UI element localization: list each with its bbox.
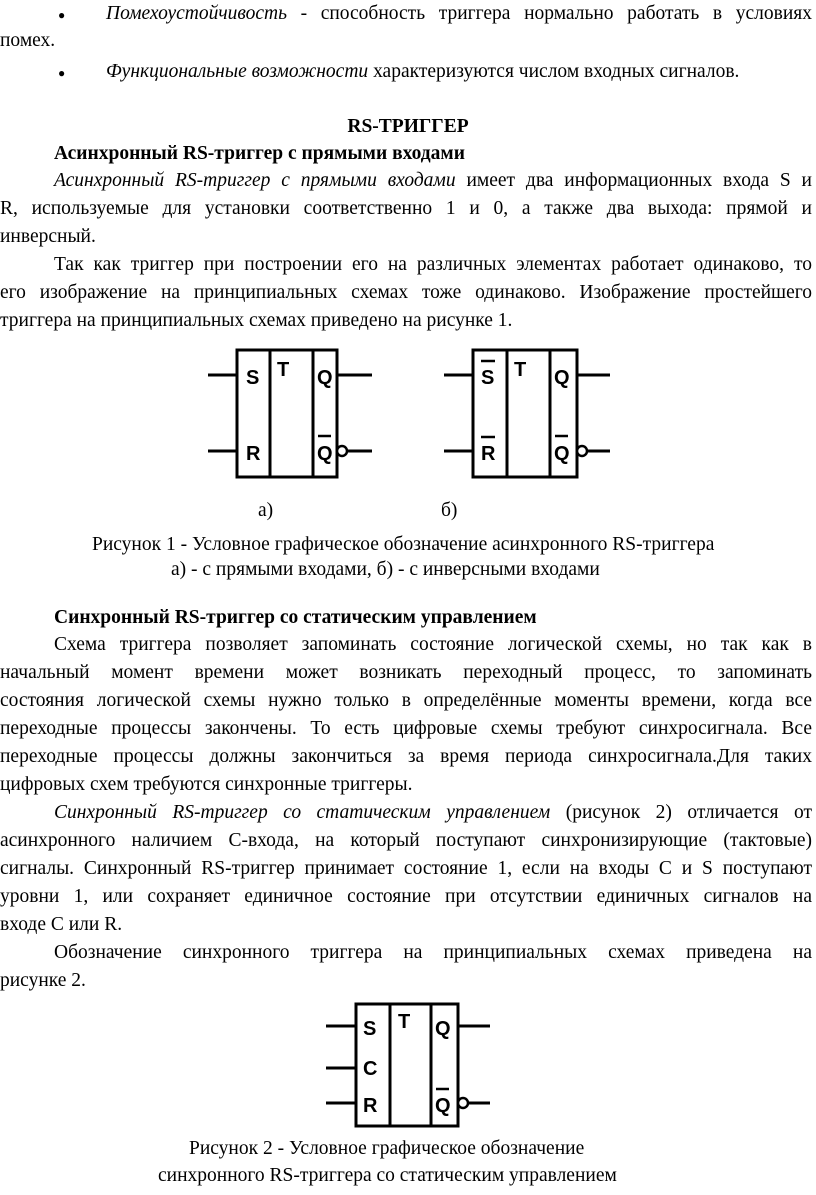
- fig1-caption-line1: Рисунок 1 - Условное графическое обозначение асинхронного RS-триггера: [92, 534, 715, 555]
- fig1a-box-label: T: [277, 359, 290, 381]
- async-p1-l1-text: имеет два информационных входа S и: [455, 170, 812, 191]
- fig1b-output-qbar: Q: [554, 443, 570, 465]
- sync-p1-line2: начальный момент времени может возникать переходный процесс, то запоминать: [0, 662, 812, 683]
- bullet-1-line: [0, 0, 812, 27]
- bullet-2-line: [106, 58, 816, 85]
- bullet-2-text: характеризуются числом входных сигналов.: [368, 61, 740, 82]
- fig1-caption-line2: а) - с прямыми входами, б) - с инверсными входами: [171, 559, 600, 580]
- async-heading: Асинхронный RS-триггер с прямыми входами: [54, 143, 465, 164]
- fig2-input-s: S: [363, 1018, 377, 1040]
- fig1-label-b: б): [441, 500, 458, 521]
- sync-p2-line4: уровни 1, или сохраняет единичное состояние при отсутствии единичных сигналов на: [0, 886, 812, 907]
- fig1a-output-q: Q: [317, 367, 333, 389]
- fig1b-input-sbar: S: [481, 367, 495, 389]
- sync-p2-line2: асинхронного наличием С-входа, на который поступают синхронизирующие (тактовые): [0, 830, 812, 851]
- sync-p2-line3: сигналы. Синхронный RS-триггер принимает состояние 1, если на входы С и S поступают: [0, 858, 812, 879]
- section-title: RS-ТРИГГЕР: [347, 116, 469, 137]
- fig2-input-c: C: [363, 1058, 378, 1080]
- term-noise-immunity: Помехоустойчивость: [106, 3, 287, 24]
- bullet-marker: ●: [58, 66, 66, 80]
- async-p2-line3: триггера на принципиальных схемах приведено на рисунке 1.: [0, 310, 513, 331]
- fig1a-output-qbar: Q: [317, 443, 333, 465]
- sync-p3-line2: рисунке 2.: [0, 970, 86, 991]
- sync-term: Синхронный RS-триггер со статическим управлением: [54, 802, 551, 823]
- fig2-output-qbar: Q: [435, 1095, 451, 1117]
- fig2-box-label: T: [398, 1011, 411, 1033]
- fig1a-input-s: S: [246, 367, 260, 389]
- fig1b-box-label: T: [514, 359, 527, 381]
- sync-p2-line5: входе С или R.: [0, 914, 123, 935]
- figure-1a-rs-trigger-direct: [200, 340, 380, 490]
- sync-p1-line6: цифровых схем требуются синхронные триггеры.: [0, 774, 413, 795]
- sync-p3-line1: Обозначение синхронного триггера на принципиальных схемах приведена на: [54, 942, 812, 963]
- fig1b-output-q: Q: [554, 367, 570, 389]
- sync-p1-line4: переходные процессы закончены. То есть цифровые схемы требуют синхросигнала. Все: [0, 718, 812, 739]
- async-p1-line1: [0, 167, 812, 194]
- async-term: Асинхронный RS-триггер с прямыми входами: [54, 170, 456, 191]
- bullet-1-continuation: помех.: [0, 30, 56, 51]
- fig1a-input-r: R: [246, 443, 261, 465]
- fig1-label-a: а): [258, 500, 274, 521]
- term-functional-capabilities: Функциональные возможности: [106, 61, 369, 82]
- fig2-output-q: Q: [435, 1018, 451, 1040]
- sync-p1-line5: переходные процессы должны закончиться за время периода синхросигнала.Для таких: [0, 746, 812, 767]
- fig2-caption-line1: Рисунок 2 - Условное графическое обозначение: [189, 1138, 585, 1159]
- fig2-caption-line2: синхронного RS-триггера со статическим управлением: [158, 1165, 617, 1186]
- fig2-input-r: R: [363, 1095, 378, 1117]
- sync-p2-line1: [0, 799, 812, 826]
- sync-p2-l1-text: (рисунок 2) отличается от: [550, 802, 812, 823]
- sync-heading: Синхронный RS-триггер со статическим управлением: [54, 607, 537, 628]
- async-p2-line1: Так как триггер при построении его на различных элементах работает одинаково, то: [54, 254, 812, 275]
- figure-1b-rs-trigger-inverse: [440, 340, 620, 490]
- sync-p1-line1: Схема триггера позволяет запоминать состояние логической схемы, но так как в: [54, 634, 812, 655]
- figure-2-sync-rs-trigger: [318, 998, 498, 1133]
- async-p2-line2: его изображение на принципиальных схемах тоже одинаково. Изображение простейшего: [0, 282, 812, 303]
- sync-p1-line3: состояния логической схемы нужно только в определённые моменты времени, когда все: [0, 690, 812, 711]
- async-p1-line2: R, используемые для установки соответственно 1 и 0, а также два выхода: прямой и: [0, 198, 812, 219]
- bullet-marker: ●: [58, 8, 66, 22]
- bullet-1-text: - способность триггера нормально работать в условиях: [286, 3, 812, 24]
- fig1b-input-rbar: R: [481, 443, 496, 465]
- async-p1-line3: инверсный.: [0, 226, 96, 247]
